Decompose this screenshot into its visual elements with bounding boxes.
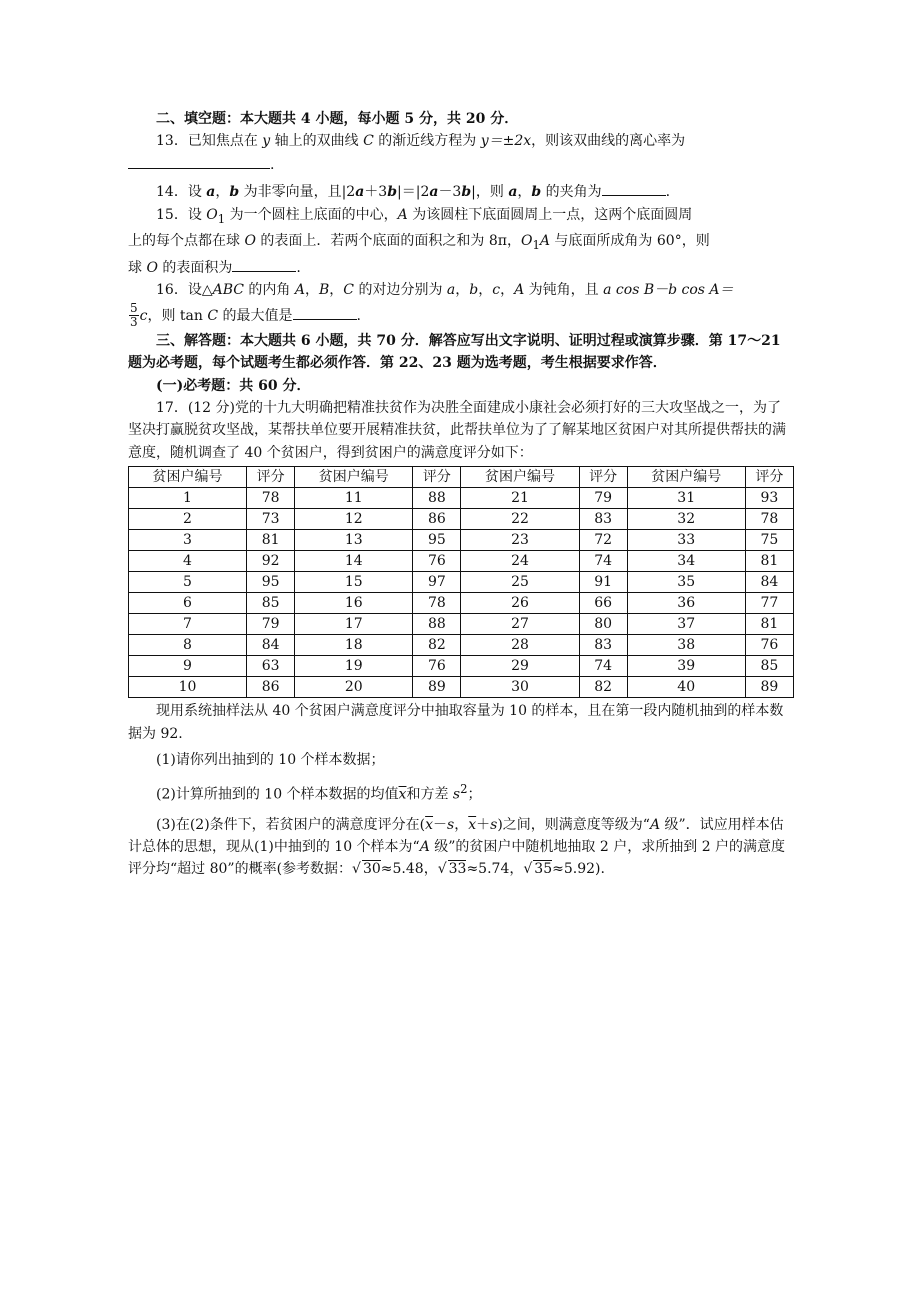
- part-1-heading: (一)必考题：共 60 分．: [156, 377, 311, 394]
- table-cell: 85: [745, 656, 793, 677]
- var: O: [146, 260, 158, 277]
- section-3-heading: 三、解答题：本大题共 6 小题，共 70 分．解答应写出文字说明、证明过程或演算步骤．第 17～21 题为必考题，每个试题考生都必须作答．第 22、23 题为选考题，考生根据要求作答．: [128, 332, 781, 372]
- exam-page: [128, 108, 794, 881]
- table-cell: 97: [413, 572, 461, 593]
- table-cell: 85: [247, 593, 295, 614]
- table-cell: 21: [461, 488, 579, 509]
- equation: a cos B－b cos A＝: [603, 282, 734, 299]
- table-cell: 9: [129, 656, 247, 677]
- table-row: [129, 614, 794, 635]
- table-cell: 10: [129, 677, 247, 698]
- text: (3)在(2)条件下，若贫困户的满意度评分在(: [156, 816, 426, 833]
- text: )之间，则满意度等级为“: [497, 816, 650, 833]
- var: b: [469, 282, 479, 299]
- text: 的表面上．若两个底面的面积之和为 8π，: [255, 232, 521, 249]
- table-cell: 2: [129, 509, 247, 530]
- table-row: [129, 656, 794, 677]
- vector: b: [531, 184, 542, 201]
- table-cell: 14: [295, 551, 413, 572]
- var: c: [139, 307, 148, 324]
- table-cell: 74: [579, 551, 627, 572]
- table-cell: 78: [413, 593, 461, 614]
- sqrt-radicand: 30: [362, 861, 381, 878]
- text: .: [665, 184, 671, 201]
- table-cell: 31: [627, 488, 745, 509]
- var: A: [539, 232, 550, 249]
- mean-symbol: $\overline{x}$: [468, 816, 477, 833]
- text: ，: [455, 282, 470, 299]
- satisfaction-table: [128, 466, 794, 698]
- text: 轴上的双曲线: [270, 133, 364, 150]
- table-cell: 25: [461, 572, 579, 593]
- answer-blank[interactable]: [232, 256, 296, 272]
- table-cell: 4: [129, 551, 247, 572]
- text: 为该圆柱下底面圆周上一点，这两个底面圆周: [407, 206, 693, 223]
- table-header-cell: 评分: [579, 467, 627, 488]
- table-header-cell: 贫困户编号: [627, 467, 745, 488]
- vector: a: [429, 184, 439, 201]
- table-header-cell: 评分: [413, 467, 461, 488]
- question-16-line-2: [128, 302, 794, 330]
- table-cell: 20: [295, 677, 413, 698]
- table-header-cell: 评分: [247, 467, 295, 488]
- text: .: [296, 260, 301, 277]
- var: A: [397, 206, 408, 223]
- table-cell: 8: [129, 635, 247, 656]
- text: 为钝角，且: [524, 282, 604, 299]
- table-header-cell: 评分: [745, 467, 793, 488]
- var: s: [447, 816, 455, 833]
- vector: b: [229, 184, 240, 201]
- table-cell: 39: [627, 656, 745, 677]
- text: 上的每个点都在球: [128, 232, 245, 249]
- text: 的内角: [243, 282, 295, 299]
- vector: a: [355, 184, 365, 201]
- text: 球: [128, 260, 147, 277]
- text: |，则: [471, 184, 509, 201]
- answer-blank[interactable]: [128, 153, 270, 169]
- var: B: [319, 282, 330, 299]
- table-cell: 23: [461, 530, 579, 551]
- table-cell: 80: [579, 614, 627, 635]
- table-cell: 95: [247, 572, 295, 593]
- table-cell: 66: [579, 593, 627, 614]
- text: ，: [329, 282, 344, 299]
- table-cell: 19: [295, 656, 413, 677]
- sqrt-radicand: 33: [448, 861, 467, 878]
- table-cell: 83: [579, 635, 627, 656]
- vector: b: [387, 184, 398, 201]
- question-17-sub-3: [128, 814, 794, 881]
- table-cell: 79: [247, 614, 295, 635]
- var: y: [262, 133, 271, 150]
- table-cell: 7: [129, 614, 247, 635]
- table-cell: 84: [247, 635, 295, 656]
- table-cell: 12: [295, 509, 413, 530]
- table-cell: 40: [627, 677, 745, 698]
- fraction: [129, 302, 139, 329]
- table-cell: 76: [413, 656, 461, 677]
- sqrt-icon: √: [352, 861, 361, 878]
- table-header-cell: 贫困户编号: [129, 467, 247, 488]
- table-header-cell: 贫困户编号: [295, 467, 413, 488]
- table-cell: 33: [627, 530, 745, 551]
- text: ＋3: [364, 184, 388, 201]
- table-cell: 95: [413, 530, 461, 551]
- table-row: [129, 572, 794, 593]
- table-cell: 74: [579, 656, 627, 677]
- var: O: [206, 206, 218, 223]
- question-15-line-2: [128, 230, 794, 256]
- section-2-heading: 二、填空题：本大题共 4 小题，每小题 5 分，共 20 分．: [156, 111, 519, 127]
- text: 为一个圆柱上底面的中心，: [225, 206, 398, 223]
- table-cell: 84: [745, 572, 793, 593]
- table-cell: 93: [745, 488, 793, 509]
- question-17-sub-1: (1)请你列出抽到的 10 个样本数据；: [156, 752, 385, 769]
- fraction-numerator: 5: [130, 301, 138, 316]
- table-cell: 24: [461, 551, 579, 572]
- var: C: [207, 307, 219, 324]
- text: ，则 tan: [147, 307, 208, 324]
- question-17-after-table: 现用系统抽样法从 40 个贫困户满意度评分中抽取容量为 10 的样本，且在第一段内随机抽到的样本数据为 92.: [128, 703, 784, 742]
- var: A: [294, 282, 305, 299]
- question-15-line-3: [128, 256, 794, 279]
- text: ≈5.48，: [380, 861, 438, 878]
- text: 13．已知焦点在: [156, 133, 263, 150]
- table-row: [129, 509, 794, 530]
- text: 16．设△: [156, 282, 213, 299]
- table-cell: 76: [745, 635, 793, 656]
- table-cell: 3: [129, 530, 247, 551]
- question-15-line-1: [128, 204, 794, 230]
- table-cell: 17: [295, 614, 413, 635]
- table-body: [129, 488, 794, 698]
- superscript: 2: [460, 781, 468, 796]
- text: ≈5.74，: [466, 861, 524, 878]
- text: ，: [500, 282, 515, 299]
- table-header-cell: 贫困户编号: [461, 467, 579, 488]
- mean-symbol: $\overline{x}$: [425, 816, 434, 833]
- text: ，: [517, 184, 532, 201]
- table-cell: 92: [247, 551, 295, 572]
- vector: a: [206, 184, 216, 201]
- table-cell: 16: [295, 593, 413, 614]
- var: a: [446, 282, 456, 299]
- text: (2)计算所抽到的 10 个样本数据的均值: [156, 786, 399, 803]
- var: A: [419, 838, 430, 855]
- table-cell: 81: [745, 614, 793, 635]
- table-cell: 78: [745, 509, 793, 530]
- table-cell: 82: [413, 635, 461, 656]
- table-row: [129, 488, 794, 509]
- table-cell: 63: [247, 656, 295, 677]
- text: 的最大值是: [218, 307, 293, 324]
- table-cell: 78: [247, 488, 295, 509]
- text: －: [433, 816, 448, 833]
- text: 15．设: [156, 206, 207, 223]
- var: ABC: [212, 282, 244, 299]
- var: c: [492, 282, 501, 299]
- text: 的表面积为: [157, 260, 233, 277]
- table-cell: 26: [461, 593, 579, 614]
- table-cell: 86: [413, 509, 461, 530]
- sqrt-icon: √: [523, 861, 533, 878]
- text: 级”．试应用样本估计总体的思想，现从(1)中抽到的 10 个样本为“: [128, 816, 784, 855]
- table-row: [129, 551, 794, 572]
- question-13: [128, 130, 794, 152]
- table-cell: 18: [295, 635, 413, 656]
- table-cell: 28: [461, 635, 579, 656]
- text: 级”的贫困户中随机地抽取 2 户，求所抽到 2 户的满意度评分均“超过 80”的概率(参考数据：: [128, 838, 786, 878]
- question-13-answer-line: [128, 153, 794, 176]
- text: ，: [478, 282, 493, 299]
- table-row: [129, 677, 794, 698]
- text: ≈5.92).: [552, 861, 605, 878]
- text: .: [270, 156, 275, 173]
- text: ；: [467, 786, 482, 803]
- text: |＝|2: [397, 184, 430, 201]
- table-cell: 81: [745, 551, 793, 572]
- answer-blank[interactable]: [293, 304, 357, 320]
- sqrt-icon: √: [437, 861, 447, 878]
- text: 与底面所成角为 60°，则: [549, 232, 710, 249]
- table-cell: 11: [295, 488, 413, 509]
- fraction-denominator: 3: [130, 315, 138, 330]
- var: O: [520, 232, 533, 249]
- sqrt-radicand: 35: [534, 861, 553, 878]
- var: s: [452, 786, 461, 803]
- var: A: [649, 816, 661, 833]
- table-cell: 82: [579, 677, 627, 698]
- text: －3: [438, 184, 462, 201]
- table-row: [129, 530, 794, 551]
- table-cell: 86: [247, 677, 295, 698]
- table-cell: 73: [247, 509, 295, 530]
- var: C: [363, 133, 374, 150]
- var: C: [343, 282, 355, 299]
- text: ，: [454, 816, 469, 833]
- table-row: [129, 593, 794, 614]
- table-cell: 76: [413, 551, 461, 572]
- table-cell: 83: [579, 509, 627, 530]
- var: s: [490, 816, 498, 833]
- text: ，: [215, 184, 230, 201]
- text: ＋: [476, 816, 491, 833]
- subscript: 1: [217, 211, 226, 226]
- mean-symbol: $\overline{x}$: [398, 786, 407, 803]
- table-cell: 79: [579, 488, 627, 509]
- text: 的对边分别为: [354, 282, 447, 299]
- table-cell: 13: [295, 530, 413, 551]
- var: O: [244, 232, 256, 249]
- var: A: [514, 282, 525, 299]
- text: 14．设: [156, 184, 207, 201]
- text: 的夹角为: [541, 184, 602, 201]
- text: ，: [305, 282, 319, 299]
- text: .: [356, 307, 361, 324]
- table-cell: 36: [627, 593, 745, 614]
- text: 为非零向量，且|2: [239, 184, 356, 201]
- subscript: 1: [532, 237, 540, 252]
- question-17-sub-2: [128, 778, 794, 806]
- table-cell: 72: [579, 530, 627, 551]
- table-cell: 15: [295, 572, 413, 593]
- table-cell: 22: [461, 509, 579, 530]
- table-cell: 35: [627, 572, 745, 593]
- table-cell: 34: [627, 551, 745, 572]
- table-cell: 30: [461, 677, 579, 698]
- text: 的渐近线方程为: [373, 133, 481, 150]
- text: ，则该双曲线的离心率为: [531, 133, 686, 150]
- table-cell: 88: [413, 614, 461, 635]
- question-14: [128, 180, 794, 203]
- table-cell: 37: [627, 614, 745, 635]
- table-cell: 32: [627, 509, 745, 530]
- table-header-row: [129, 467, 794, 488]
- table-cell: 88: [413, 488, 461, 509]
- table-cell: 38: [627, 635, 745, 656]
- text: 和方差: [406, 786, 453, 803]
- table-cell: 6: [129, 593, 247, 614]
- table-cell: 29: [461, 656, 579, 677]
- table-cell: 89: [413, 677, 461, 698]
- table-cell: 91: [579, 572, 627, 593]
- table-cell: 81: [247, 530, 295, 551]
- vector: a: [508, 184, 518, 201]
- question-17-intro: 17．(12 分)党的十九大明确把精准扶贫作为决胜全面建成小康社会必须打好的三大攻坚战之一，为了坚决打赢脱贫攻坚战，某帮扶单位要开展精准扶贫，此帮扶单位为了了解某地区贫困户对其所提供帮扶的满意度，随机调查了 40 个贫困户，得到贫困户的满意度评分如下：: [128, 400, 786, 461]
- table-row: [129, 635, 794, 656]
- vector: b: [461, 184, 472, 201]
- table-cell: 75: [745, 530, 793, 551]
- table-cell: 89: [745, 677, 793, 698]
- question-16-line-1: [128, 279, 794, 301]
- equation: y＝±2x: [480, 133, 532, 150]
- table-cell: 1: [129, 488, 247, 509]
- table-cell: 5: [129, 572, 247, 593]
- answer-blank[interactable]: [602, 180, 666, 196]
- table-cell: 77: [745, 593, 793, 614]
- table-cell: 27: [461, 614, 579, 635]
